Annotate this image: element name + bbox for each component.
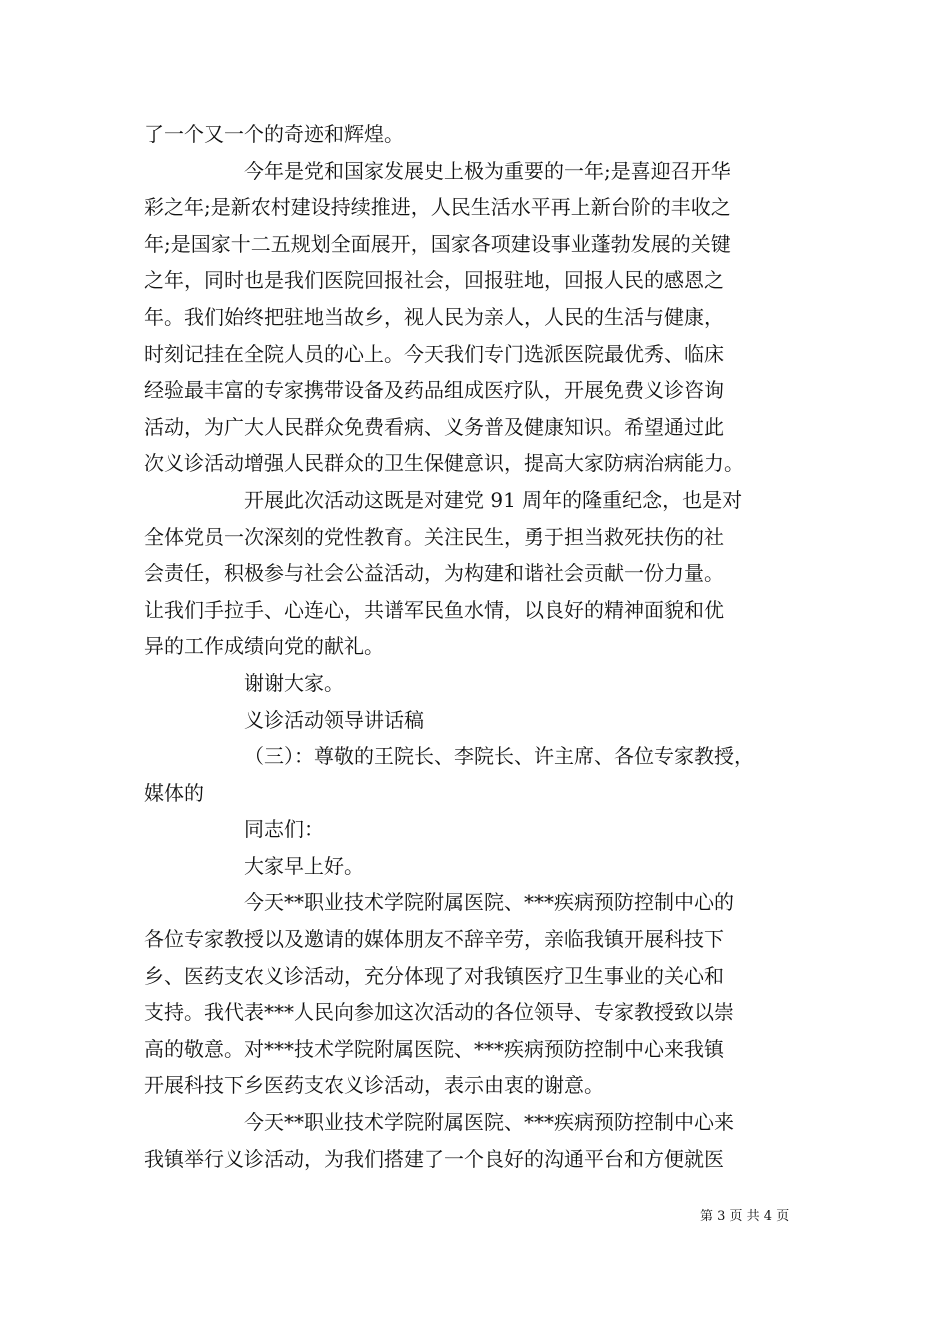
text-line: 经验最丰富的专家携带设备及药品组成医疗队，开展免费义诊咨询 [144, 378, 724, 403]
text-line: 开展科技下乡医药支农义诊活动，表示由衷的谢意。 [144, 1073, 604, 1098]
text-line: 大家早上好。 [244, 853, 364, 878]
text-line: 义诊活动领导讲话稿 [244, 707, 424, 732]
text-line: 活动，为广大人民群众免费看病、义务普及健康知识。希望通过此 [144, 414, 724, 439]
text-line: 开展此次活动这既是对建党 91 周年的隆重纪念，也是对 [244, 487, 743, 512]
text-line: 支持。我代表***人民向参加这次活动的各位领导、专家教授致以崇 [144, 1000, 734, 1025]
text-line: 会责任，积极参与社会公益活动，为构建和谐社会贡献一份力量。 [144, 561, 724, 586]
page-number-footer: 第 3 页 共 4 页 [700, 1209, 790, 1224]
text-line: （三）：尊敬的王院长、李院长、许主席、各位专家教授， [244, 744, 754, 769]
text-line: 次义诊活动增强人民群众的卫生保健意识，提高大家防病治病能力。 [144, 451, 744, 476]
text-line: 之年，同时也是我们医院回报社会，回报驻地，回报人民的感恩之 [144, 268, 724, 293]
text-line: 高的敬意。对***技术学院附属医院、***疾病预防控制中心来我镇 [144, 1036, 724, 1061]
text-line: 我镇举行义诊活动，为我们搭建了一个良好的沟通平台和方便就医 [144, 1146, 724, 1171]
text-line: 彩之年;是新农村建设持续推进，人民生活水平再上新台阶的丰收之 [144, 195, 731, 220]
text-line: 异的工作成绩向党的献礼。 [144, 634, 384, 659]
text-line: 今天**职业技术学院附属医院、***疾病预防控制中心的 [244, 890, 734, 915]
text-line: 了一个又一个的奇迹和辉煌。 [144, 122, 404, 146]
text-line: 全体党员一次深刻的党性教育。关注民生，勇于担当救死扶伤的社 [144, 524, 724, 549]
text-line: 年;是国家十二五规划全面展开，国家各项建设事业蓬勃发展的关键 [144, 231, 731, 256]
body-text [144, 116, 812, 1177]
text-line: 媒体的 [144, 780, 204, 805]
text-line: 时刻记挂在全院人员的心上。今天我们专门选派医院最优秀、临床 [144, 341, 724, 366]
text-line: 今年是党和国家发展史上极为重要的一年;是喜迎召开华 [244, 158, 731, 183]
text-line: 年。我们始终把驻地当故乡，视人民为亲人，人民的生活与健康， [144, 304, 724, 329]
text-line: 乡、医药支农义诊活动，充分体现了对我镇医疗卫生事业的关心和 [144, 963, 724, 988]
text-line: 同志们： [244, 817, 324, 842]
text-line: 今天**职业技术学院附属医院、***疾病预防控制中心来 [244, 1110, 734, 1135]
text-line: 让我们手拉手、心连心，共谱军民鱼水情，以良好的精神面貌和优 [144, 597, 724, 622]
text-line: 谢谢大家。 [244, 670, 344, 695]
text-line: 各位专家教授以及邀请的媒体朋友不辞辛劳，亲临我镇开展科技下 [144, 927, 724, 952]
